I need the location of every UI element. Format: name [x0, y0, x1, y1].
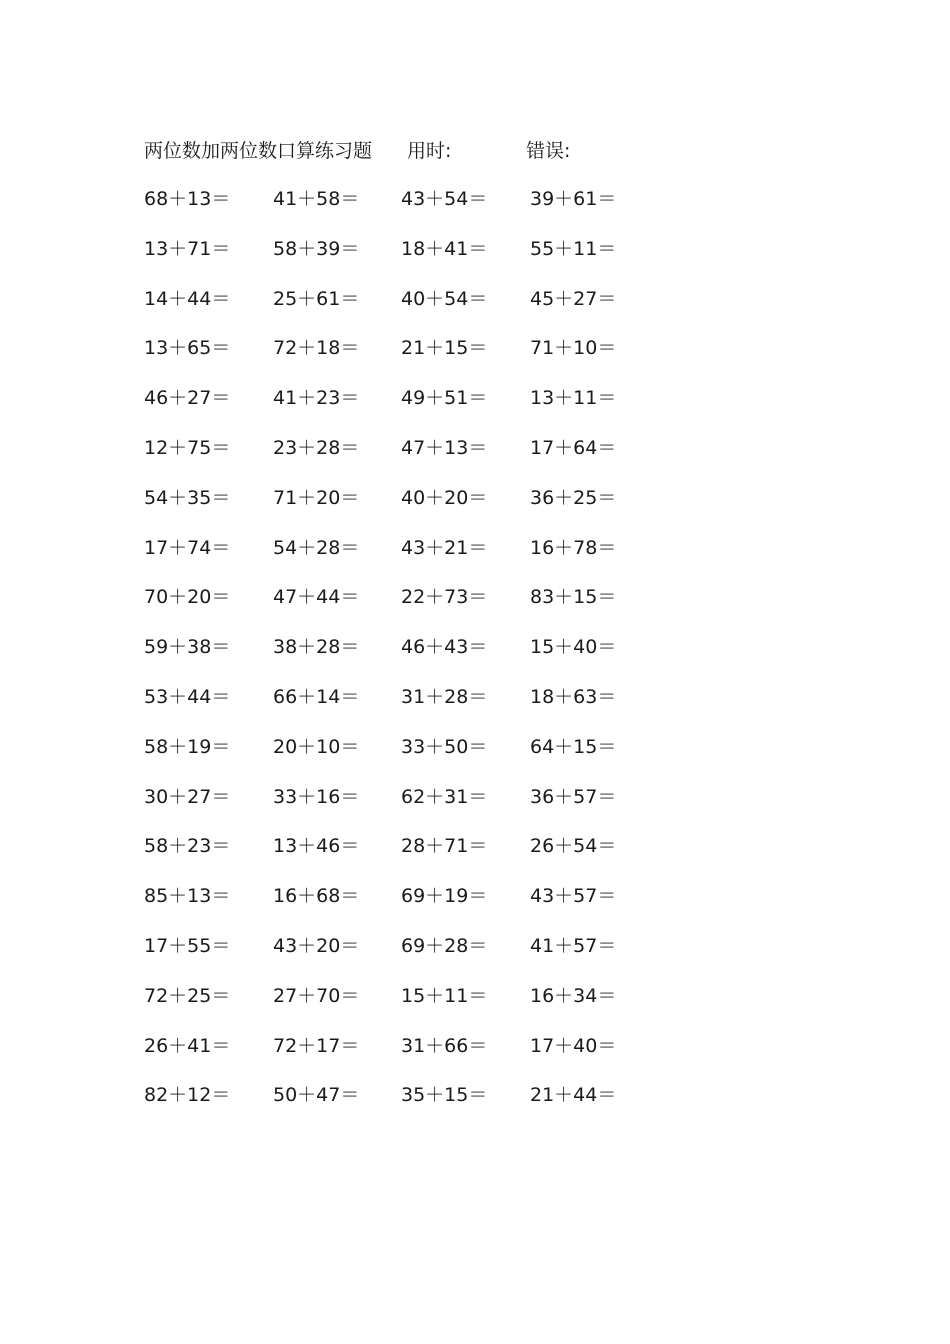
problem-item: 31＋66＝: [401, 1034, 488, 1057]
problem-item: 20＋10＝: [273, 735, 360, 758]
problem-item: 21＋15＝: [401, 337, 488, 360]
problem-item: 41＋58＝: [273, 188, 360, 210]
problem-item: 43＋54＝: [401, 188, 488, 210]
problem-item: 38＋28＝: [273, 636, 360, 659]
problem-item: 64＋15＝: [530, 735, 617, 758]
problem-item: 72＋18＝: [273, 337, 360, 360]
problem-item: 49＋51＝: [401, 387, 488, 410]
problem-row: [144, 931, 664, 981]
problem-item: 22＋73＝: [401, 586, 488, 609]
problem-item: 69＋28＝: [401, 934, 488, 957]
worksheet-title: 两位数加两位数口算练习题: [144, 140, 373, 162]
problem-row: [144, 284, 664, 334]
errors-label: 错误:: [526, 140, 571, 162]
problem-item: 58＋19＝: [144, 735, 231, 758]
problem-item: 12＋75＝: [144, 436, 231, 459]
problem-item: 71＋20＝: [273, 486, 360, 509]
problem-item: 14＋44＝: [144, 287, 231, 310]
problem-row: [144, 533, 664, 583]
problem-row: [144, 483, 664, 533]
problem-item: 58＋23＝: [144, 835, 231, 858]
problem-item: 17＋74＝: [144, 536, 231, 559]
problem-item: 36＋25＝: [530, 486, 617, 509]
problem-item: 26＋41＝: [144, 1034, 231, 1057]
problem-item: 13＋65＝: [144, 337, 231, 360]
problem-item: 17＋55＝: [144, 934, 231, 957]
problem-row: [144, 782, 664, 832]
problem-item: 31＋28＝: [401, 685, 488, 708]
problem-item: 82＋12＝: [144, 1084, 231, 1107]
problem-item: 53＋44＝: [144, 685, 231, 708]
problem-item: 46＋27＝: [144, 387, 231, 410]
problem-row: [144, 1080, 664, 1130]
problem-item: 72＋17＝: [273, 1034, 360, 1057]
problem-item: 35＋15＝: [401, 1084, 488, 1107]
problem-item: 17＋40＝: [530, 1034, 617, 1057]
problem-item: 62＋31＝: [401, 785, 488, 808]
problem-item: 40＋54＝: [401, 287, 488, 310]
problem-item: 54＋35＝: [144, 486, 231, 509]
problem-row: [144, 632, 664, 682]
worksheet-header: [144, 136, 784, 166]
problem-item: 26＋54＝: [530, 835, 617, 858]
problem-item: 16＋68＝: [273, 885, 360, 908]
problem-item: 43＋21＝: [401, 536, 488, 559]
problem-row: [144, 184, 664, 234]
problem-item: 40＋20＝: [401, 486, 488, 509]
problem-item: 13＋71＝: [144, 237, 231, 260]
problem-item: 66＋14＝: [273, 685, 360, 708]
problem-item: 16＋34＝: [530, 984, 617, 1007]
problem-item: 59＋38＝: [144, 636, 231, 659]
problem-item: 70＋20＝: [144, 586, 231, 609]
problem-row: [144, 333, 664, 383]
problem-row: [144, 682, 664, 732]
problem-item: 27＋70＝: [273, 984, 360, 1007]
problem-item: 33＋50＝: [401, 735, 488, 758]
problem-row: [144, 981, 664, 1031]
problem-item: 50＋47＝: [273, 1084, 360, 1107]
problem-item: 47＋13＝: [401, 436, 488, 459]
problem-item: 83＋15＝: [530, 586, 617, 609]
problem-item: 45＋27＝: [530, 287, 617, 310]
problem-row: [144, 383, 664, 433]
problem-item: 28＋71＝: [401, 835, 488, 858]
problem-item: 41＋23＝: [273, 387, 360, 410]
problem-row: [144, 881, 664, 931]
problem-row: [144, 732, 664, 782]
problem-item: 33＋16＝: [273, 785, 360, 808]
problem-item: 13＋11＝: [530, 387, 617, 410]
problem-item: 17＋64＝: [530, 436, 617, 459]
problem-item: 15＋11＝: [401, 984, 488, 1007]
problem-item: 58＋39＝: [273, 237, 360, 260]
problem-row: [144, 433, 664, 483]
problem-item: 72＋25＝: [144, 984, 231, 1007]
problem-item: 39＋61＝: [530, 188, 617, 210]
problem-item: 69＋19＝: [401, 885, 488, 908]
problem-item: 18＋63＝: [530, 685, 617, 708]
problem-item: 23＋28＝: [273, 436, 360, 459]
problem-item: 47＋44＝: [273, 586, 360, 609]
problem-item: 55＋11＝: [530, 237, 617, 260]
problem-item: 41＋57＝: [530, 934, 617, 957]
problem-item: 15＋40＝: [530, 636, 617, 659]
problem-row: [144, 582, 664, 632]
problem-item: 54＋28＝: [273, 536, 360, 559]
problem-item: 25＋61＝: [273, 287, 360, 310]
problem-item: 13＋46＝: [273, 835, 360, 858]
problem-item: 18＋41＝: [401, 237, 488, 260]
problem-item: 46＋43＝: [401, 636, 488, 659]
problem-item: 30＋27＝: [144, 785, 231, 808]
problem-item: 85＋13＝: [144, 885, 231, 908]
problem-row: [144, 831, 664, 881]
problem-item: 21＋44＝: [530, 1084, 617, 1107]
problem-item: 16＋78＝: [530, 536, 617, 559]
problem-row: [144, 1031, 664, 1081]
problem-row: [144, 234, 664, 284]
problem-item: 68＋13＝: [144, 188, 231, 210]
problem-item: 36＋57＝: [530, 785, 617, 808]
problem-grid: [144, 184, 664, 1130]
problem-item: 43＋20＝: [273, 934, 360, 957]
problem-item: 71＋10＝: [530, 337, 617, 360]
time-used-label: 用时:: [407, 140, 452, 162]
problem-item: 43＋57＝: [530, 885, 617, 908]
